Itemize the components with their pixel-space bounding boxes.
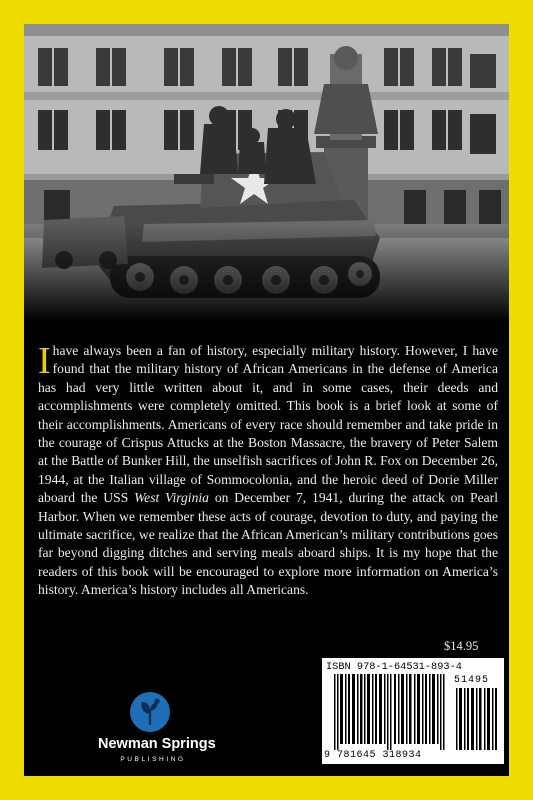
price-label: $14.95 [444, 639, 479, 653]
isbn-text: ISBN 978-1-64531-893-4 [326, 661, 462, 673]
tank-photo [24, 24, 509, 322]
barcode-ean-number: 9 781645 318934 [324, 750, 422, 761]
publisher-logo-block [98, 692, 216, 772]
drop-cap: I [38, 340, 51, 382]
publisher-name: Newman Springs [98, 736, 216, 752]
publisher-tagline: PUBLISHING [120, 756, 186, 763]
cover-panel [24, 24, 509, 776]
barcode-addon-number: 51495 [454, 675, 490, 686]
blurb-text-part1: have always been a fan of history, especially military history. However, I have found that the military history of African Americans in the defense of America has had very little written about it, and in some cases, their deeds and accomplishments were completely omitted. This book is a brief look at some of their accomplishments. Americans of every race should remember and take pride in the courage of Crispus Attucks at the Boston Massacre, the bravery of Peter Salem at the Battle of Bunker Hill, the unselfish sacrifices of John R. Fox on December 26, 1944, at the Italian village of Sommocolonia, and the heroic deed of Dorie Miller aboard the USS [38, 343, 498, 506]
back-cover-blurb [38, 342, 498, 600]
blurb-text-part2: on December 7, 1941, during the attack on Pearl Harbor. When we remember these acts of courage, devotion to duty, and paying the ultimate sacrifice, we realize that the African American’s military contributions goes far beyond digging ditches and serving meals aboard ships. It is my hope that the readers of this book will be encouraged to explore more information on America’s history. America’s history includes all Americans. [38, 490, 498, 598]
ship-name: West Virginia [134, 490, 209, 506]
sprout-icon [130, 692, 170, 732]
isbn-barcode [322, 658, 504, 764]
